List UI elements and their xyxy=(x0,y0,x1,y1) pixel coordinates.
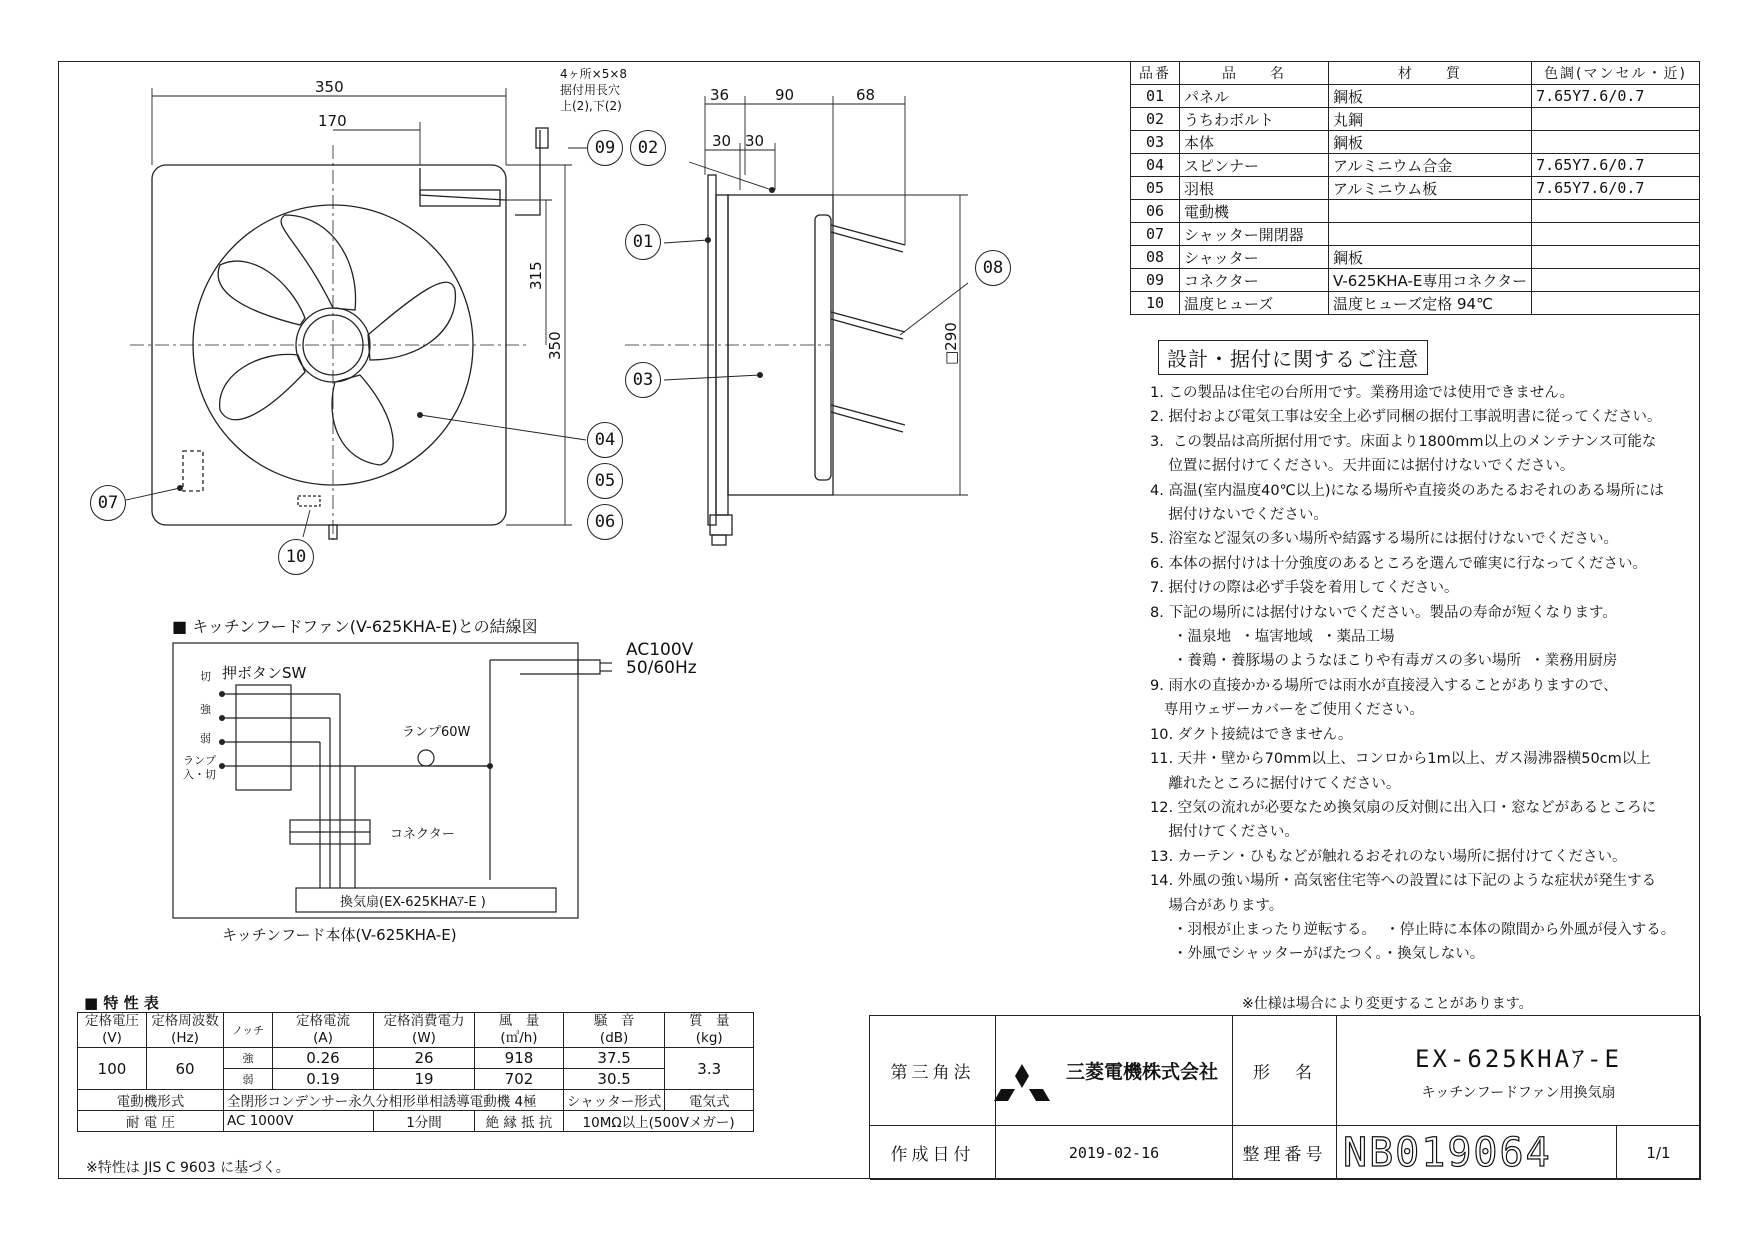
note-line: 13. カーテン・ひもなどが触れるおそれのない場所に据付けてください。 xyxy=(1150,848,1627,865)
shutter-value: 電気式 xyxy=(665,1090,754,1111)
notes-title: 設計・据付に関するご注意 xyxy=(1158,340,1428,375)
parts-name: スピンナー xyxy=(1180,154,1329,177)
callout-01: 01 xyxy=(625,224,661,260)
th-material: 材 質 xyxy=(1329,62,1532,85)
h-current: 定格電流 (A) xyxy=(273,1013,374,1048)
noise-weak: 30.5 xyxy=(564,1069,665,1090)
parts-name: 本体 xyxy=(1180,131,1329,154)
voltage-value: 100 xyxy=(78,1048,147,1090)
note-line: 場合があります。 xyxy=(1150,897,1284,914)
parts-color xyxy=(1532,223,1700,246)
notch-weak: 弱 xyxy=(224,1069,273,1090)
parts-color: 7.65Y7.6/0.7 xyxy=(1532,177,1700,200)
number-label: 整理番号 xyxy=(1242,1145,1327,1165)
note-line: 1. この製品は住宅の台所用です。業務用途では使用できません。 xyxy=(1150,385,1575,401)
h-power: 定格消費電力 (W) xyxy=(374,1013,475,1048)
th-color: 色調(マンセル・近) xyxy=(1532,62,1700,85)
drawing-number: NB019064 xyxy=(1343,1129,1552,1176)
parts-material: 鋼板 xyxy=(1329,131,1532,154)
dim-30b: 30 xyxy=(745,132,765,150)
parts-name: シャッター開閉器 xyxy=(1180,223,1329,246)
parts-material: 丸鋼 xyxy=(1329,108,1532,131)
note-line: 9. 雨水の直接かかる場所では雨水が直接浸入することがありますので、 xyxy=(1150,677,1618,694)
dim-350-height: 350 xyxy=(546,331,564,360)
parts-color xyxy=(1532,108,1700,131)
model-desc: キッチンフードファン用換気扇 xyxy=(1421,1085,1616,1101)
sheet-number: 1/1 xyxy=(1646,1143,1671,1162)
h-mass: 質 量 (kg) xyxy=(665,1013,754,1048)
projection: 第三角法 xyxy=(890,1063,975,1083)
dim-350-width: 350 xyxy=(315,78,344,96)
sw-lamp-label-2: 入・切 xyxy=(183,768,216,781)
notch-strong: 強 xyxy=(224,1048,273,1069)
date-value: 2019-02-16 xyxy=(1068,1143,1160,1162)
air-strong: 918 xyxy=(475,1048,564,1069)
insulation-label: 絶 縁 抵 抗 xyxy=(475,1111,564,1132)
parts-row xyxy=(1131,292,1700,315)
current-weak: 0.19 xyxy=(273,1069,374,1090)
callout-09: 09 xyxy=(587,130,623,166)
parts-material: アルミニウム板 xyxy=(1329,177,1532,200)
parts-color xyxy=(1532,292,1700,315)
sw-strong-label: 強 xyxy=(200,703,211,716)
spec-footnote: ※特性は JIS C 9603 に基づく。 xyxy=(86,1160,290,1176)
model-number: EX-625KHAｱ-E xyxy=(1415,1045,1622,1073)
spec-title: ■ 特 性 表 xyxy=(84,994,159,1012)
parts-row xyxy=(1131,85,1700,108)
withstand-value: AC 1000V xyxy=(224,1111,374,1132)
callout-02: 02 xyxy=(630,130,666,166)
freq-value: 60 xyxy=(147,1048,224,1090)
mass-value: 3.3 xyxy=(665,1048,754,1090)
ac-frequency: 50/60Hz xyxy=(626,658,697,678)
parts-name: シャッター xyxy=(1180,246,1329,269)
parts-no: 01 xyxy=(1131,85,1180,108)
dim-68: 68 xyxy=(856,86,876,104)
parts-name: うちわボルト xyxy=(1180,108,1329,131)
h-noise: 騒 音 (dB) xyxy=(564,1013,665,1048)
power-strong: 26 xyxy=(374,1048,475,1069)
note-line: ・外風でシャッターがばたつく。・換気しない。 xyxy=(1150,946,1485,963)
dim-290: □290 xyxy=(942,322,960,365)
parts-color xyxy=(1532,246,1700,269)
parts-material: アルミニウム合金 xyxy=(1329,154,1532,177)
note-line: ・養鶏・養豚場のようなほこりや有毒ガスの多い場所 ・業務用厨房 xyxy=(1150,653,1618,670)
h-voltage: 定格電圧 (V) xyxy=(78,1013,147,1048)
noise-strong: 37.5 xyxy=(564,1048,665,1069)
parts-no: 02 xyxy=(1131,108,1180,131)
h-notch: ノッチ xyxy=(224,1013,273,1048)
parts-name: コネクター xyxy=(1180,269,1329,292)
motor-label: 電動機形式 xyxy=(78,1090,224,1111)
dim-36: 36 xyxy=(710,86,730,104)
callout-04: 04 xyxy=(587,422,623,458)
note-line: 6. 本体の据付けは十分強度のあるところを選んで確実に行なってください。 xyxy=(1150,555,1647,572)
parts-no: 10 xyxy=(1131,292,1180,315)
power-weak: 19 xyxy=(374,1069,475,1090)
company-name: 三菱電機株式会社 xyxy=(1065,1061,1218,1083)
note-line: 位置に据付けてください。天井面には据付けないでください。 xyxy=(1150,458,1575,475)
note-line: 4. 高温(室内温度40℃以上)になる場所や直接炎のあたるおそれのある場所には xyxy=(1150,482,1664,499)
current-strong: 0.26 xyxy=(273,1048,374,1069)
note-line: 2. 据付および電気工事は安全上必ず同梱の据付工事説明書に従ってください。 xyxy=(1150,409,1662,426)
parts-material xyxy=(1329,200,1532,223)
dim-170: 170 xyxy=(318,112,347,130)
withstand-label: 耐 電 圧 xyxy=(78,1111,224,1132)
parts-row xyxy=(1131,154,1700,177)
note-line: 11. 天井・壁から70mm以上、コンロから1m以上、ガス湯沸器横50cm以上 xyxy=(1150,751,1651,768)
ac-voltage: AC100V xyxy=(626,640,694,660)
push-switch-label: 押ボタンSW xyxy=(222,664,307,682)
dim-90: 90 xyxy=(775,86,795,104)
parts-name: パネル xyxy=(1180,85,1329,108)
parts-name: 電動機 xyxy=(1180,200,1329,223)
hole-note-3: 上(2),下(2) xyxy=(560,99,622,113)
shutter-label: シャッター形式 xyxy=(564,1090,665,1111)
parts-color xyxy=(1532,131,1700,154)
parts-name: 羽根 xyxy=(1180,177,1329,200)
air-weak: 702 xyxy=(475,1069,564,1090)
note-line: 離れたところに据付けてください。 xyxy=(1150,775,1401,792)
parts-material: 温度ヒューズ定格 94℃ xyxy=(1329,292,1532,315)
withstand-time: 1分間 xyxy=(374,1111,475,1132)
parts-color: 7.65Y7.6/0.7 xyxy=(1532,85,1700,108)
note-line: 据付けないでください。 xyxy=(1150,507,1328,524)
callout-08: 08 xyxy=(975,250,1011,286)
parts-row xyxy=(1131,131,1700,154)
connector-label: コネクター xyxy=(390,827,455,842)
note-line: ・温泉地 ・塩害地域 ・薬品工場 xyxy=(1150,629,1395,646)
note-line: 12. 空気の流れが必要なため換気扇の反対側に出入口・窓などがあるところに xyxy=(1150,799,1657,816)
note-line: 5. 浴室など湿気の多い場所や結露する場所には据付けないでください。 xyxy=(1150,531,1618,548)
parts-no: 04 xyxy=(1131,154,1180,177)
note-line: 14. 外風の強い場所・高気密住宅等への設置には下記のような症状が発生する xyxy=(1150,873,1657,890)
spec-table xyxy=(77,1012,754,1132)
parts-row xyxy=(1131,246,1700,269)
insulation-value: 10MΩ以上(500Vメガー) xyxy=(564,1111,754,1132)
parts-no: 09 xyxy=(1131,269,1180,292)
callout-05: 05 xyxy=(587,463,623,499)
parts-material: V-625KHA-E専用コネクター xyxy=(1329,269,1532,292)
parts-row xyxy=(1131,200,1700,223)
parts-no: 06 xyxy=(1131,200,1180,223)
parts-row xyxy=(1131,177,1700,200)
parts-no: 07 xyxy=(1131,223,1180,246)
hole-note-1: 4ヶ所×5×8 xyxy=(560,67,628,81)
parts-row xyxy=(1131,269,1700,292)
th-no: 品番 xyxy=(1131,62,1180,85)
dim-315: 315 xyxy=(527,261,545,290)
parts-table xyxy=(1130,61,1700,315)
parts-no: 08 xyxy=(1131,246,1180,269)
note-line: 8. 下記の場所には据付けないでください。製品の寿命が短くなります。 xyxy=(1150,604,1617,621)
h-air: 風 量 (㎥/h) xyxy=(475,1013,564,1048)
wiring-title: ■ キッチンフードファン(V-625KHA-E)との結線図 xyxy=(172,617,538,636)
note-line: 7. 据付けの際は必ず手袋を着用してください。 xyxy=(1150,580,1459,597)
parts-name: 温度ヒューズ xyxy=(1180,292,1329,315)
h-freq: 定格周波数 (Hz) xyxy=(147,1013,224,1048)
note-line: 専用ウェザーカバーをご使用ください。 xyxy=(1150,702,1424,719)
hole-note-2: 据付用長穴 xyxy=(560,83,621,97)
motor-value: 全閉形コンデンサー永久分相形単相誘導電動機 4極 xyxy=(224,1090,564,1111)
parts-row xyxy=(1131,108,1700,131)
parts-color xyxy=(1532,269,1700,292)
note-line: 10. ダクト接続はできません。 xyxy=(1150,726,1353,743)
model-label: 形 名 xyxy=(1253,1063,1316,1083)
title-block xyxy=(869,1015,1700,1179)
dim-30a: 30 xyxy=(712,132,732,150)
parts-color xyxy=(1532,200,1700,223)
parts-row xyxy=(1131,223,1700,246)
callout-10: 10 xyxy=(278,539,314,575)
callout-03: 03 xyxy=(625,362,661,398)
parts-material: 鋼板 xyxy=(1329,85,1532,108)
parts-material xyxy=(1329,223,1532,246)
hood-label: キッチンフード本体(V-625KHA-E) xyxy=(222,926,457,944)
notes-footnote: ※仕様は場合により変更することがあります。 xyxy=(1242,996,1533,1012)
hood-outline xyxy=(173,643,578,918)
fan-label: 換気扇(EX-625KHAｱ-E ) xyxy=(340,895,486,910)
parts-no: 05 xyxy=(1131,177,1180,200)
th-name: 品 名 xyxy=(1180,62,1329,85)
note-line: 据付けてください。 xyxy=(1150,824,1299,841)
sw-weak-label: 弱 xyxy=(200,732,211,745)
parts-no: 03 xyxy=(1131,131,1180,154)
callout-06: 06 xyxy=(587,504,623,540)
parts-color: 7.65Y7.6/0.7 xyxy=(1532,154,1700,177)
sw-off-label: 切 xyxy=(200,670,211,683)
lamp-label: ランプ60W xyxy=(402,725,471,740)
parts-material: 鋼板 xyxy=(1329,246,1532,269)
date-label: 作成日付 xyxy=(890,1145,975,1165)
callout-07: 07 xyxy=(90,485,126,521)
notes-list xyxy=(1150,381,1675,967)
sw-lamp-label-1: ランプ xyxy=(183,754,216,767)
note-line: 3. この製品は高所据付用です。床面より1800mm以上のメンテナンス可能な xyxy=(1150,433,1657,450)
note-line: ・羽根が止まったり逆転する。 ・停止時に本体の隙間から外風が侵入する。 xyxy=(1150,921,1676,938)
